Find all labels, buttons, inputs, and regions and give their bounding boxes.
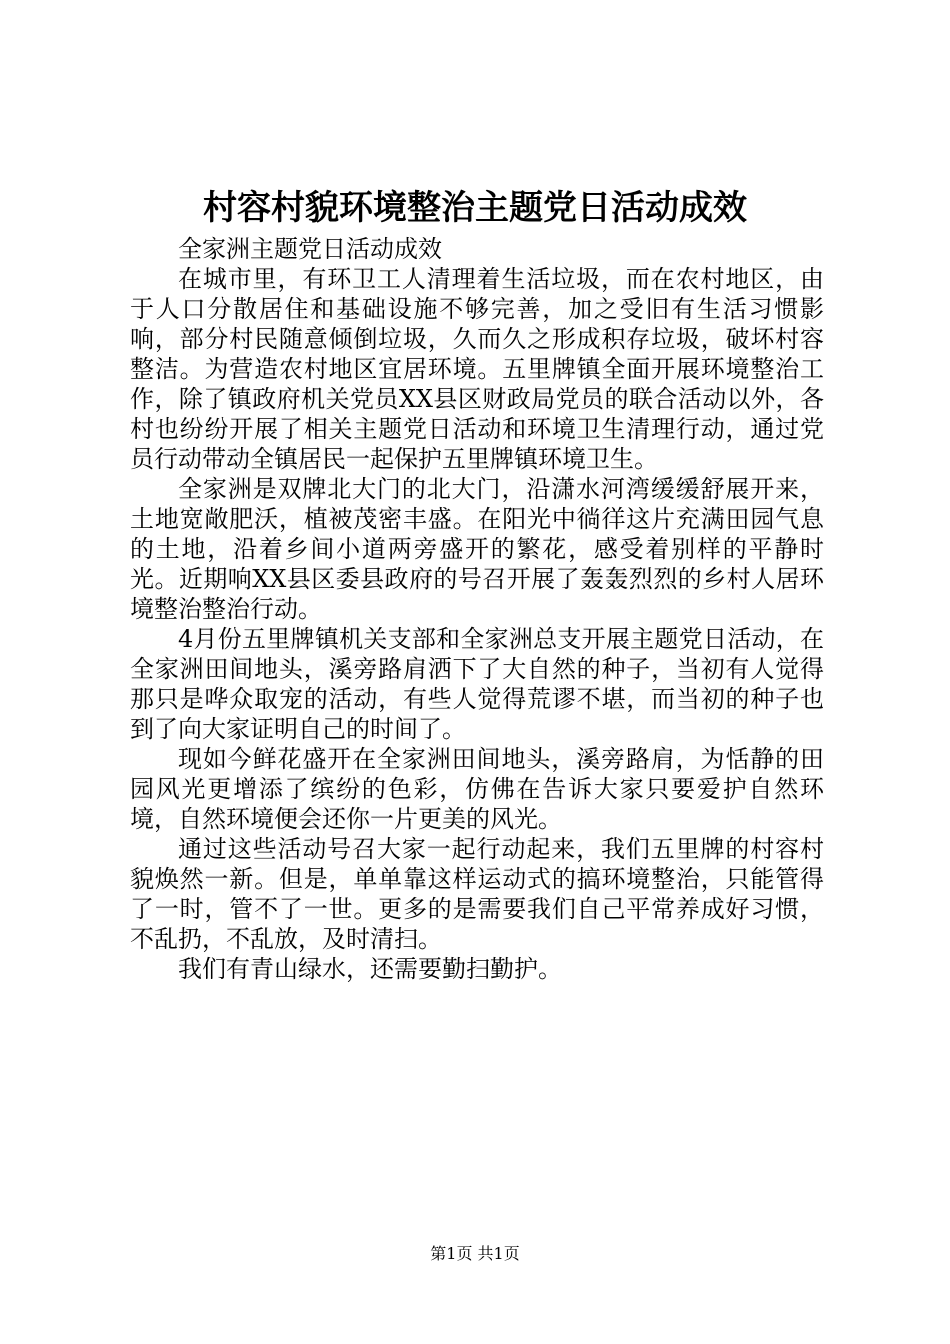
body-paragraph: 通过这些活动号召大家一起行动起来，我们五里牌的村容村貌焕然一新。但是，单单靠这样运动式的搞环境整治，只能管得了一时，管不了一世。更多的是需要我们自己平常养成好习惯，不乱扔，不乱放，及时清扫。: [130, 835, 824, 953]
body-paragraph: 在城市里，有环卫工人清理着生活垃圾，而在农村地区，由于人口分散居住和基础设施不够完善，加之受旧有生活习惯影响，部分村民随意倾倒垃圾，久而久之形成积存垃圾，破坏村容整洁。为营造农村地区宜居环境。五里牌镇全面开展环境整治工作，除了镇政府机关党员XX县区财政局党员的联合活动以外，各村也纷纷开展了相关主题党日活动和环境卫生清理行动，通过党员行动带动全镇居民一起保护五里牌镇环境卫生。: [130, 265, 824, 473]
page-footer: 第1页 共1页: [430, 1244, 520, 1263]
body-paragraph: 全家洲是双牌北大门的北大门，沿潇水河湾缓缓舒展开来，土地宽敞肥沃，植被茂密丰盛。在阳光中徜徉这片充满田园气息的土地，沿着乡间小道两旁盛开的繁花，感受着别样的平静时光。近期响XX县区委县政府的号召开展了轰轰烈烈的乡村人居环境整治整治行动。: [130, 475, 824, 623]
body-paragraph: 现如今鲜花盛开在全家洲田间地头，溪旁路肩，为恬静的田园风光更增添了缤纷的色彩，仿佛在告诉大家只要爱护自然环境，自然环境便会还你一片更美的风光。: [130, 745, 824, 833]
body-paragraph: 我们有青山绿水，还需要勤扫勤护。: [178, 955, 562, 983]
document-title: 村容村貌环境整治主题党日活动成效: [203, 188, 747, 228]
document-body: [130, 234, 824, 984]
body-paragraph: 4月份五里牌镇机关支部和全家洲总支开展主题党日活动，在全家洲田间地头，溪旁路肩洒下了大自然的种子，当初有人觉得那只是哗众取宠的活动，有些人觉得荒谬不堪，而当初的种子也到了向大家证明自己的时间了。: [130, 625, 824, 743]
subtitle-paragraph: 全家洲主题党日活动成效: [178, 235, 442, 263]
